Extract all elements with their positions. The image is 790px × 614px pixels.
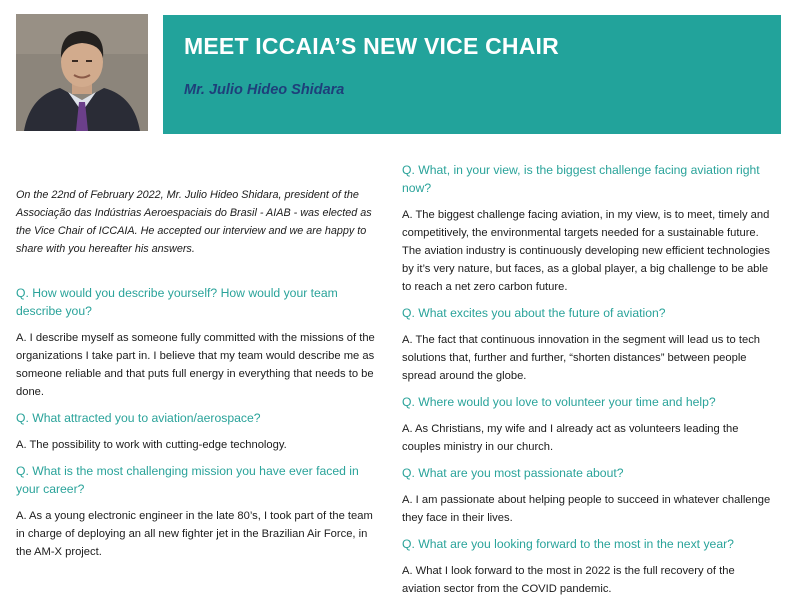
question: Q. What is the most challenging mission you have ever faced in your career? [16, 464, 359, 496]
portrait-photo [16, 14, 148, 131]
answer: A. The possibility to work with cutting-edge technology. [16, 439, 287, 451]
answer: A. As Christians, my wife and I already act as volunteers leading the couples ministry in our church. [402, 423, 739, 453]
header-banner [163, 15, 781, 134]
qa-item [402, 393, 772, 456]
page-title: MEET ICCAIA’S NEW VICE CHAIR [184, 33, 559, 59]
answer: A. The fact that continuous innovation in the segment will lead us to tech solutions that, further and further, “shorten distances” between people spread around the globe. [402, 334, 761, 382]
question: Q. What attracted you to aviation/aerospace? [16, 411, 261, 425]
answer: A. I describe myself as someone fully committed with the missions of the organizations I take part in. I believe that my team would describe me as someone reliable and that puts full energy in everything that needs to be done. [16, 332, 375, 398]
answer: A. What I look forward to the most in 2022 is the full recovery of the aviation sector from the COVID pandemic. [402, 565, 735, 595]
portrait-illustration [16, 14, 148, 131]
left-column [16, 186, 376, 569]
question: Q. How would you describe yourself? How would your team describe you? [16, 286, 338, 318]
question: Q. What, in your view, is the biggest challenge facing aviation right now? [402, 163, 760, 195]
qa-item [402, 161, 772, 296]
qa-item [16, 284, 376, 401]
qa-item [16, 409, 376, 454]
qa-item [402, 535, 772, 598]
answer: A. As a young electronic engineer in the late 80’s, I took part of the team in charge of deploying an all new fighter jet in the Brazilian Air Force, in the AM-X project. [16, 510, 373, 558]
qa-item [402, 304, 772, 385]
question: Q. What are you looking forward to the most in the next year? [402, 537, 734, 551]
answer: A. I am passionate about helping people to succeed in whatever challenge they face in their lives. [402, 494, 771, 524]
page-subtitle: Mr. Julio Hideo Shidara [184, 82, 345, 98]
question: Q. What are you most passionate about? [402, 466, 624, 480]
question: Q. Where would you love to volunteer your time and help? [402, 395, 716, 409]
intro-paragraph: On the 22nd of February 2022, Mr. Julio Hideo Shidara, president of the Associação das Indústrias Aeroespaciais do Brasil - AIAB - was elected as the Vice Chair of ICCAIA. He accepted our interview and we are happy to share with you hereafter his answers. [16, 189, 372, 255]
qa-item [402, 464, 772, 527]
answer: A. The biggest challenge facing aviation, in my view, is to meet, timely and competitively, the environmental targets needed for a sustainable future. The aviation industry is continuously developing new efficient technologies by it’s very nature, but faces, as a global player, a big challenge to be able to reach a net zero carbon future. [402, 209, 770, 293]
right-column [402, 161, 772, 606]
qa-item [16, 462, 376, 561]
question: Q. What excites you about the future of aviation? [402, 306, 666, 320]
